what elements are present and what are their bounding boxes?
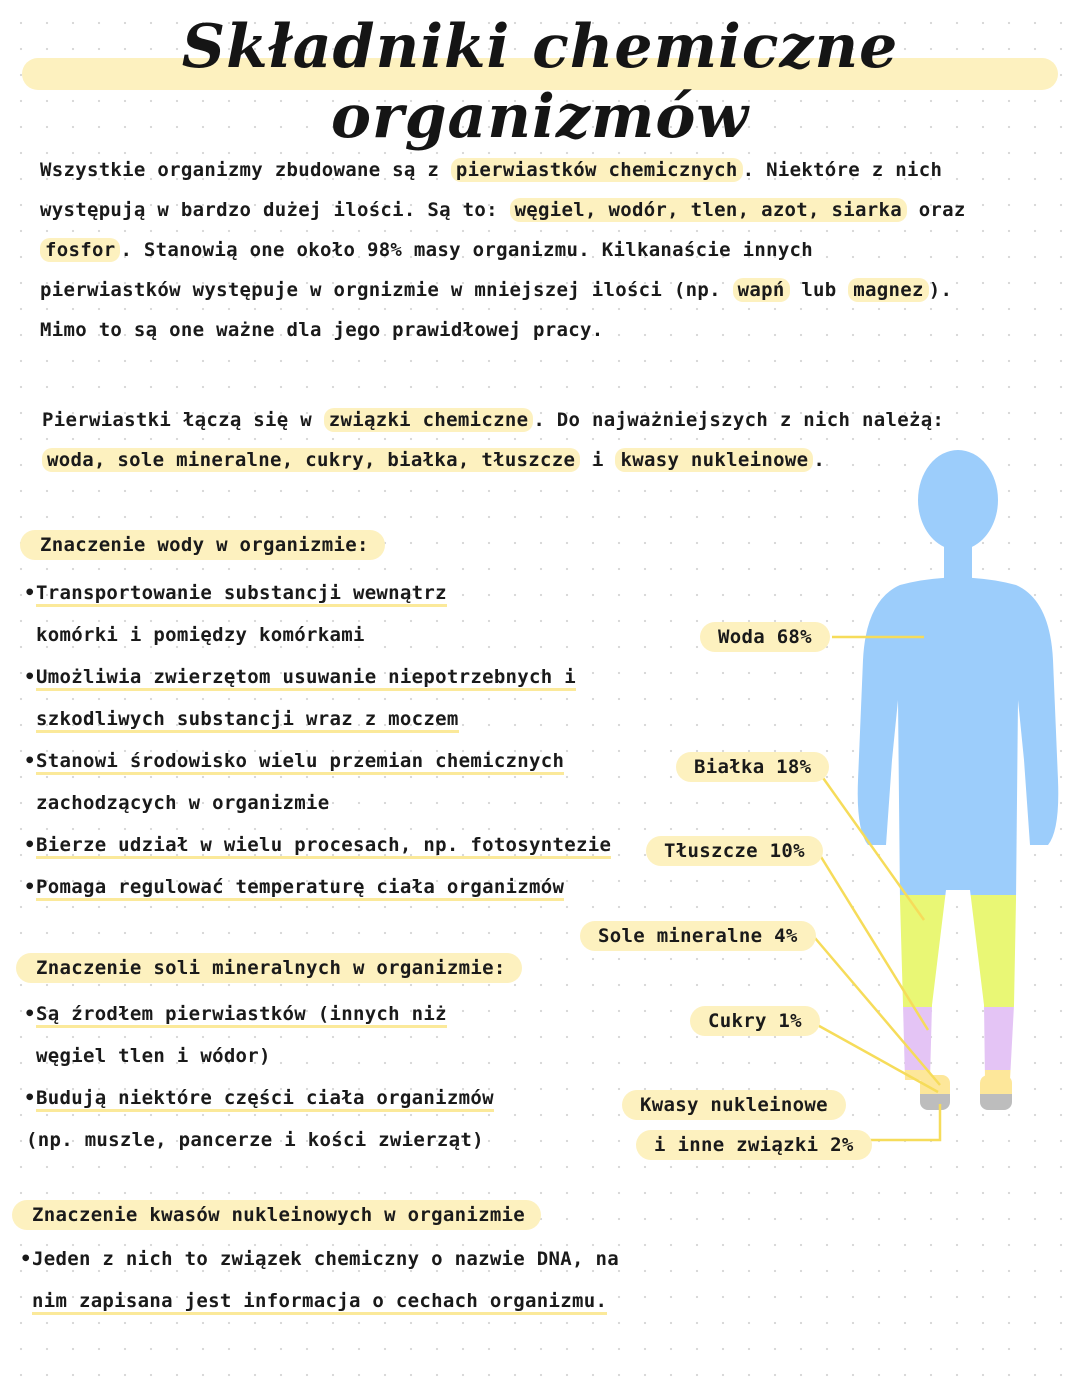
bullet-icon: • (24, 1003, 36, 1025)
list-item: • Umożliwia zwierzętom usuwanie niepotrzebnych i (36, 656, 611, 698)
intro-line-5: Mimo to są one ważne dla jego prawidłowej pracy. (40, 319, 604, 341)
label-nucleic-2: i inne związki 2% (636, 1130, 872, 1160)
label-fat: Tłuszcze 10% (646, 836, 823, 866)
list-item: zachodzących w organizmie (36, 792, 330, 814)
list-item: nim zapisana jest informacja o cechach organizmu. (32, 1280, 619, 1322)
water-heading: Znaczenie wody w organizmie: (20, 530, 385, 560)
bullet-icon: • (20, 1248, 32, 1270)
list-item: węgiel tlen i wódor) (36, 1045, 271, 1067)
list-item: komórki i pomiędzy komórkami (36, 624, 365, 646)
bullet-icon: • (24, 834, 36, 856)
nucleic-heading: Znaczenie kwasów nukleinowych w organizmie (12, 1200, 541, 1230)
body-silhouette (840, 440, 1080, 1114)
bullet-icon: • (24, 666, 36, 688)
label-water: Woda 68% (700, 622, 830, 652)
list-item: • Budują niektóre części ciała organizmów (36, 1077, 494, 1119)
intro-line-2: występują w bardzo dużej ilości. Są to: węgiel, wodór, tlen, azot, siarka oraz (40, 199, 966, 221)
bullet-icon: • (24, 1087, 36, 1109)
sugars-region (840, 1070, 1080, 1094)
salts-heading: Znaczenie soli mineralnych w organizmie: (16, 953, 522, 983)
intro-line-3: fosfor . Stanowią one około 98% masy organizmu. Kilkanaście innych (40, 230, 966, 270)
water-region (840, 440, 1080, 895)
list-item: szkodliwych substancji wraz z moczem (36, 698, 611, 740)
label-protein: Białka 18% (676, 752, 829, 782)
protein-fat-region (840, 895, 1080, 1007)
bullet-icon: • (24, 876, 36, 898)
list-item: • Są źrodłem pierwiastków (innych niż (36, 993, 494, 1035)
compounds-line-1: Pierwiastki łączą się w związki chemiczne . Do najważniejszych z nich należą: (42, 409, 945, 431)
label-nucleic-1: Kwasy nukleinowe (622, 1090, 846, 1120)
list-item: • Pomaga regulować temperaturę ciała organizmów (36, 866, 611, 908)
bullet-icon: • (24, 750, 36, 772)
label-sugars: Cukry 1% (690, 1006, 820, 1036)
intro-line-1: Wszystkie organizmy zbudowane są z pierwiastków chemicznych . Niektóre z nich (40, 159, 943, 181)
list-item: • Stanowi środowisko wielu przemian chemicznych (36, 740, 611, 782)
list-item: • Bierze udział w wielu procesach, np. fotosyntezie (36, 824, 611, 866)
bullet-icon: • (24, 582, 36, 604)
intro-line-4: pierwiastków występuje w orgnizmie w mniejszej ilości (np. wapń lub magnez ). (40, 279, 953, 301)
list-item: (np. muszle, pancerze i kości zwierząt) (26, 1129, 484, 1151)
compounds-line-2: woda, sole mineralne, cukry, białka, tłuszcze i kwasy nukleinowe . (42, 440, 944, 480)
page-title: Składniki chemiczne organizmów (181, 12, 899, 152)
list-item: • Transportowanie substancji wewnątrz (36, 572, 611, 614)
salts-region (840, 1007, 1080, 1070)
nucleic-region (840, 1094, 1080, 1114)
label-salts: Sole mineralne 4% (580, 921, 816, 951)
list-item: • Jeden z nich to związek chemiczny o nazwie DNA, na (32, 1238, 619, 1280)
